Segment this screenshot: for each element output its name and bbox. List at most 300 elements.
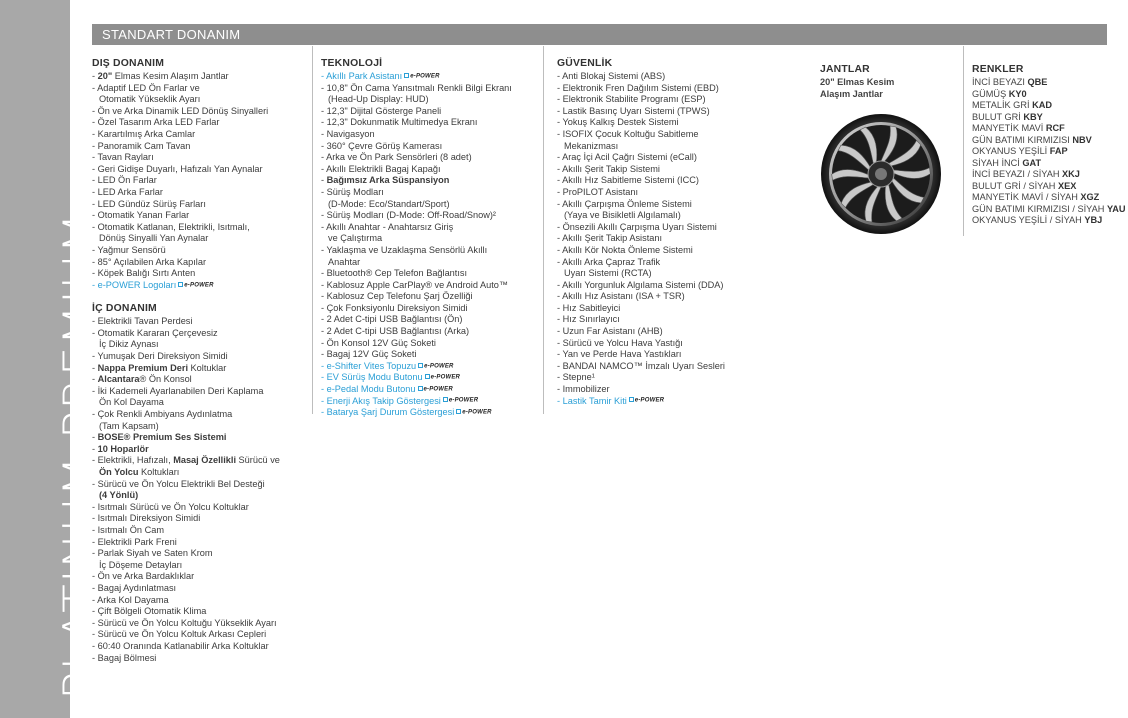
list-item bbox=[92, 152, 308, 164]
item-text: (Tam Kapsam) bbox=[99, 420, 159, 431]
item-text: (Head-Up Display: HUD) bbox=[328, 94, 429, 105]
item-text: ve Çalıştırma bbox=[328, 233, 383, 244]
list-item bbox=[92, 106, 308, 118]
item-text: Otomatik Yükseklik Ayarı bbox=[99, 94, 201, 105]
item-emphasis: (4 Yönlü) bbox=[99, 490, 139, 501]
list-item bbox=[321, 152, 539, 164]
item-text: Akıllı Şerit Takip Asistanı bbox=[562, 233, 663, 244]
item-text: Bagaj Aydınlatması bbox=[97, 582, 177, 593]
list-item bbox=[321, 164, 539, 176]
item-emphasis: Masaj Özellikli bbox=[173, 455, 236, 466]
item-text: Ön ve Arka Bardaklıklar bbox=[97, 571, 195, 582]
epower-square-icon bbox=[629, 397, 634, 402]
color-option bbox=[972, 192, 1126, 204]
alloy-wheel-icon bbox=[820, 113, 942, 235]
item-text: Elektrikli Park Freni bbox=[97, 536, 177, 547]
item-text: e-Shifter Vites Topuzu bbox=[326, 360, 417, 371]
epower-badge bbox=[456, 409, 491, 417]
list-item bbox=[92, 268, 308, 280]
list-item bbox=[321, 175, 539, 187]
epower-badge bbox=[443, 397, 478, 405]
list-item bbox=[557, 187, 757, 199]
list-item bbox=[92, 83, 308, 95]
column-exterior-interior bbox=[92, 58, 308, 664]
item-text: Akıllı Yorgunluk Algılama Sistemi (DDA) bbox=[562, 279, 724, 290]
color-name: SİYAH İNCİ bbox=[972, 157, 1020, 168]
item-text: Isıtmalı Ön Cam bbox=[97, 524, 164, 535]
list-item bbox=[557, 268, 757, 280]
list-item bbox=[92, 548, 308, 560]
color-option bbox=[972, 169, 1126, 181]
color-code: QBE bbox=[1027, 77, 1048, 87]
safety-list bbox=[557, 71, 757, 407]
list-item bbox=[321, 280, 539, 292]
list-item bbox=[92, 233, 308, 245]
item-text: EV Sürüş Modu Butonu bbox=[326, 372, 423, 383]
technology-section-title: TEKNOLOJİ bbox=[321, 58, 383, 69]
item-text: Elektrikli, Hafızalı, bbox=[97, 455, 174, 466]
epower-square-icon bbox=[178, 282, 183, 287]
item-text: Geri Gidişe Duyarlı, Hafızalı Yan Aynalar bbox=[97, 163, 263, 174]
item-text: Sürüş Modları (D-Mode: Off-Road/Snow)² bbox=[326, 210, 496, 221]
list-item bbox=[557, 141, 757, 153]
epower-badge-label: e-POWER bbox=[423, 386, 453, 393]
item-text: Immobilizer bbox=[562, 384, 610, 395]
item-text: Otomatik Katlanan, Elektrikli, Isıtmalı, bbox=[97, 221, 250, 232]
item-text: Çok Fonksiyonlu Direksiyon Simidi bbox=[326, 302, 468, 313]
list-item bbox=[92, 560, 308, 572]
list-item bbox=[557, 175, 757, 187]
item-text: Akıllı Çarpışma Önleme Sistemi bbox=[562, 198, 692, 209]
item-text: Otomatik Kararan Çerçevesiz bbox=[97, 327, 218, 338]
item-text: Elektronik Stabilite Programı (ESP) bbox=[562, 94, 706, 105]
list-item bbox=[321, 338, 539, 350]
item-text: Koltukları bbox=[138, 467, 180, 477]
item-text: 12,3" Dijital Gösterge Paneli bbox=[326, 105, 442, 116]
technology-list bbox=[321, 71, 539, 419]
list-item bbox=[557, 164, 757, 176]
epower-badge-label: e-POWER bbox=[462, 409, 492, 416]
item-text: Navigasyon bbox=[326, 128, 375, 139]
item-text: Arka Kol Dayama bbox=[97, 594, 169, 605]
item-text: Akıllı Şerit Takip Sistemi bbox=[562, 163, 660, 174]
item-text: Lastik Basınç Uyarı Sistemi (TPWS) bbox=[562, 105, 710, 116]
interior-section-title: İÇ DONANIM bbox=[92, 303, 157, 315]
item-text: 2 Adet C-tipi USB Bağlantısı (Ön) bbox=[326, 314, 463, 325]
list-item bbox=[321, 349, 539, 361]
item-text: Çok Renkli Ambiyans Aydınlatma bbox=[97, 409, 233, 420]
item-text: Akıllı Elektrikli Bagaj Kapağı bbox=[326, 163, 441, 174]
list-item bbox=[321, 396, 539, 408]
list-item bbox=[92, 513, 308, 525]
item-text: Enerji Akış Takip Göstergesi bbox=[326, 395, 441, 406]
item-text: Akıllı Arka Çapraz Trafik bbox=[562, 256, 661, 267]
item-text: Uzun Far Asistanı (AHB) bbox=[562, 326, 663, 337]
list-item bbox=[92, 525, 308, 537]
epower-badge-label: e-POWER bbox=[410, 73, 440, 80]
color-name: İNCİ BEYAZI / SİYAH bbox=[972, 169, 1060, 179]
item-text: (Yaya ve Bisikletli Algılamalı) bbox=[564, 210, 681, 221]
list-item bbox=[557, 83, 757, 95]
list-item bbox=[321, 83, 539, 95]
item-text: Yağmur Sensörü bbox=[97, 244, 166, 255]
list-item bbox=[321, 210, 539, 222]
list-item bbox=[92, 629, 308, 641]
wheel-label: 20" Elmas Kesim bbox=[820, 77, 895, 87]
item-text: Adaptif LED Ön Farlar ve bbox=[97, 82, 200, 93]
item-text: Hız Sınırlayıcı bbox=[562, 314, 620, 325]
color-name: OKYANUS YEŞİLİ / SİYAH bbox=[972, 215, 1082, 225]
item-emphasis: Ön Yolcu bbox=[99, 467, 139, 477]
list-item bbox=[92, 432, 308, 444]
wheels-section-title: JANTLAR bbox=[820, 64, 870, 75]
item-text: Anti Blokaj Sistemi (ABS) bbox=[562, 71, 666, 81]
list-item bbox=[321, 94, 539, 106]
color-option bbox=[972, 89, 1126, 101]
list-item bbox=[557, 291, 757, 303]
list-item bbox=[557, 338, 757, 350]
item-text: LED Gündüz Sürüş Farları bbox=[97, 198, 206, 209]
item-text: Otomatik Yanan Farlar bbox=[97, 210, 190, 221]
list-item bbox=[557, 71, 757, 83]
epower-badge-label: e-POWER bbox=[448, 397, 479, 404]
epower-square-icon bbox=[404, 73, 409, 78]
list-item bbox=[92, 618, 308, 630]
list-item bbox=[557, 326, 757, 338]
list-item bbox=[92, 595, 308, 607]
item-text: Yokuş Kalkış Destek Sistemi bbox=[562, 117, 679, 128]
list-item bbox=[557, 152, 757, 164]
color-code: XGZ bbox=[1080, 192, 1100, 202]
item-text: Sürücü ve Ön Yolcu Koltuk Arkası Cepleri bbox=[97, 629, 267, 640]
list-item bbox=[557, 384, 757, 396]
list-item bbox=[92, 339, 308, 351]
epower-badge-label: e-POWER bbox=[634, 397, 665, 404]
item-text: Parlak Siyah ve Saten Krom bbox=[97, 548, 213, 559]
list-item bbox=[321, 233, 539, 245]
list-item bbox=[557, 94, 757, 106]
column-safety bbox=[557, 58, 757, 407]
list-item bbox=[92, 257, 308, 269]
column-divider bbox=[543, 46, 544, 414]
item-text: 60:40 Oranında Katlanabilir Arka Koltuklar bbox=[97, 640, 269, 651]
section-header-title: STANDART DONANIM bbox=[102, 27, 241, 42]
item-text: Tavan Rayları bbox=[97, 152, 154, 163]
colors-list bbox=[972, 77, 1126, 227]
item-text: İç Dikiz Aynası bbox=[99, 339, 159, 350]
epower-badge bbox=[178, 282, 213, 290]
list-item bbox=[92, 571, 308, 583]
item-text: ProPILOT Asistanı bbox=[562, 186, 639, 197]
item-text: Kablosuz Cep Telefonu Şarj Özelliği bbox=[326, 291, 473, 302]
item-text: Panoramik Cam Tavan bbox=[97, 140, 191, 151]
list-item bbox=[321, 268, 539, 280]
item-text: Köpek Balığı Sırtı Anten bbox=[97, 268, 196, 279]
epower-badge bbox=[404, 73, 439, 81]
item-text: Sürüş Modları bbox=[326, 186, 384, 197]
item-text: 360° Çevre Görüş Kamerası bbox=[326, 140, 443, 151]
list-item bbox=[321, 372, 539, 384]
list-item bbox=[92, 409, 308, 421]
list-item bbox=[92, 537, 308, 549]
list-item bbox=[92, 455, 308, 467]
color-option bbox=[972, 123, 1126, 135]
list-item bbox=[92, 444, 308, 456]
list-item bbox=[92, 490, 308, 502]
interior-list bbox=[92, 316, 308, 664]
list-item bbox=[321, 291, 539, 303]
list-item bbox=[92, 502, 308, 514]
color-option bbox=[972, 100, 1126, 112]
list-item bbox=[92, 71, 308, 83]
list-item bbox=[92, 421, 308, 433]
column-divider bbox=[312, 46, 313, 414]
list-item bbox=[321, 245, 539, 257]
list-item bbox=[557, 210, 757, 222]
list-item bbox=[321, 199, 539, 211]
list-item bbox=[92, 94, 308, 106]
column-technology bbox=[321, 58, 539, 419]
header-bar bbox=[92, 24, 1107, 45]
color-code: XEX bbox=[1057, 180, 1077, 191]
list-item bbox=[92, 210, 308, 222]
item-text: Stepne¹ bbox=[562, 372, 595, 383]
color-code: YBJ bbox=[1084, 215, 1103, 225]
list-item bbox=[557, 396, 757, 408]
epower-square-icon bbox=[425, 374, 430, 379]
list-item bbox=[321, 303, 539, 315]
item-emphasis: 20" bbox=[97, 71, 113, 81]
item-text: 2 Adet C-tipi USB Bağlantısı (Arka) bbox=[326, 326, 470, 337]
list-item bbox=[557, 222, 757, 234]
list-item bbox=[321, 361, 539, 373]
list-item bbox=[321, 222, 539, 234]
color-code: FAP bbox=[1049, 146, 1068, 156]
wheel-label: Alaşım Jantlar bbox=[820, 88, 883, 99]
column-divider bbox=[963, 46, 964, 236]
list-item bbox=[92, 583, 308, 595]
list-item bbox=[557, 361, 757, 373]
item-text: Sürücü ve Ön Yolcu Koltuğu Yükseklik Ayarı bbox=[97, 617, 277, 628]
epower-square-icon bbox=[443, 397, 448, 402]
colors-block bbox=[972, 64, 1126, 227]
item-text: ISOFIX Çocuk Koltuğu Sabitleme bbox=[562, 128, 699, 139]
list-item bbox=[92, 363, 308, 375]
color-code: KY0 bbox=[1008, 88, 1027, 99]
color-option bbox=[972, 77, 1126, 89]
list-item bbox=[557, 303, 757, 315]
list-item bbox=[557, 117, 757, 129]
list-item bbox=[557, 372, 757, 384]
item-text: Batarya Şarj Durum Göstergesi bbox=[326, 407, 455, 418]
list-item bbox=[92, 199, 308, 211]
epower-badge bbox=[425, 374, 460, 382]
list-item bbox=[557, 245, 757, 257]
item-text: LED Arka Farlar bbox=[97, 186, 163, 197]
item-text: 12,3" Dokunmatik Multimedya Ekranı bbox=[326, 117, 478, 128]
wheels-block bbox=[820, 64, 940, 100]
epower-square-icon bbox=[418, 363, 423, 368]
color-name: MANYETİK MAVİ bbox=[972, 123, 1044, 133]
list-item bbox=[321, 407, 539, 419]
color-code: GAT bbox=[1022, 157, 1042, 168]
colors-section-title: RENKLER bbox=[972, 64, 1024, 75]
item-text: Yaklaşma ve Uzaklaşma Sensörlü Akıllı bbox=[326, 244, 488, 255]
epower-badge-label: e-POWER bbox=[430, 374, 461, 381]
color-option bbox=[972, 158, 1126, 170]
list-item bbox=[321, 257, 539, 269]
list-item bbox=[92, 316, 308, 328]
color-name: BULUT GRİ / SİYAH bbox=[972, 180, 1056, 191]
epower-square-icon bbox=[456, 409, 461, 414]
item-text: Akıllı Park Asistanı bbox=[326, 71, 403, 81]
epower-badge-label: e-POWER bbox=[184, 282, 214, 288]
color-option bbox=[972, 135, 1126, 147]
model-title: PLATINUM PREMIUM bbox=[54, 212, 109, 700]
item-text: ® Ön Konsol bbox=[139, 374, 192, 385]
item-text: İç Döşeme Detayları bbox=[99, 559, 183, 570]
item-emphasis: Nappa Premium Deri bbox=[97, 362, 188, 373]
item-text: Isıtmalı Sürücü ve Ön Yolcu Koltuklar bbox=[97, 501, 249, 512]
item-text: (D-Mode: Eco/Standart/Sport) bbox=[328, 198, 450, 209]
list-item bbox=[321, 106, 539, 118]
list-item bbox=[321, 71, 539, 83]
safety-section-title: GÜVENLİK bbox=[557, 58, 613, 69]
color-name: İNCİ BEYAZI bbox=[972, 77, 1025, 87]
list-item bbox=[321, 129, 539, 141]
color-code: NBV bbox=[1072, 134, 1092, 145]
item-text: Akıllı Anahtar - Anahtarsız Giriş bbox=[326, 221, 454, 232]
exterior-list bbox=[92, 71, 308, 291]
epower-badge-label: e-POWER bbox=[424, 363, 454, 370]
list-item bbox=[92, 386, 308, 398]
list-item bbox=[92, 479, 308, 491]
list-item bbox=[92, 397, 308, 409]
item-text: Çift Bölgeli Otomatik Klima bbox=[97, 606, 207, 617]
item-text: BANDAI NAMCO™ İmzalı Uyarı Sesleri bbox=[562, 360, 725, 371]
item-text: Araç İçi Acil Çağrı Sistemi (eCall) bbox=[562, 152, 697, 163]
color-name: GÜMÜŞ bbox=[972, 88, 1007, 99]
list-item bbox=[557, 314, 757, 326]
item-text: Elmas Kesim Alaşım Jantlar bbox=[112, 71, 229, 81]
color-code: KBY bbox=[1023, 111, 1043, 122]
item-text: 10,8" Ön Cama Yansıtmalı Renkli Bilgi Ekranı bbox=[326, 82, 512, 93]
item-text: Ön Konsol 12V Güç Soketi bbox=[326, 337, 436, 348]
item-text: Isıtmalı Direksiyon Simidi bbox=[97, 513, 201, 524]
color-code: KAD bbox=[1032, 100, 1052, 110]
color-option bbox=[972, 112, 1126, 124]
list-item bbox=[92, 129, 308, 141]
item-text: 85° Açılabilen Arka Kapılar bbox=[97, 256, 206, 267]
list-item bbox=[321, 384, 539, 396]
list-item bbox=[321, 117, 539, 129]
color-name: BULUT GRİ bbox=[972, 111, 1021, 122]
list-item bbox=[92, 653, 308, 665]
list-item bbox=[92, 117, 308, 129]
item-emphasis: BOSE® Premium Ses Sistemi bbox=[97, 432, 227, 443]
item-text: e-Pedal Modu Butonu bbox=[326, 384, 416, 395]
item-text: Bagaj 12V Güç Soketi bbox=[326, 349, 417, 360]
color-option bbox=[972, 204, 1126, 216]
epower-square-icon bbox=[418, 386, 423, 391]
list-item bbox=[92, 175, 308, 187]
item-text: e-POWER Logoları bbox=[97, 279, 177, 290]
item-text: Hız Sabitleyici bbox=[562, 302, 621, 313]
item-text: Akıllı Hız Asistanı (ISA + TSR) bbox=[562, 291, 685, 302]
list-item bbox=[557, 257, 757, 269]
color-name: GÜN BATIMI KIRMIZISI bbox=[972, 134, 1070, 145]
color-name: OKYANUS YEŞİLİ bbox=[972, 146, 1048, 156]
list-item bbox=[321, 141, 539, 153]
list-item bbox=[557, 349, 757, 361]
list-item bbox=[92, 467, 308, 479]
color-option bbox=[972, 215, 1126, 227]
epower-badge bbox=[418, 363, 453, 371]
item-emphasis: 10 Hoparlör bbox=[97, 443, 149, 454]
item-text: Önsezili Akıllı Çarpışma Uyarı Sistemi bbox=[562, 221, 717, 232]
item-text: Ön ve Arka Dinamik LED Dönüş Sinyalleri bbox=[97, 105, 269, 116]
list-item bbox=[557, 106, 757, 118]
list-item bbox=[557, 233, 757, 245]
list-item bbox=[92, 374, 308, 386]
item-text: Anahtar bbox=[328, 256, 361, 267]
item-text: Akıllı Kör Nokta Önleme Sistemi bbox=[562, 244, 693, 255]
item-text: Bagaj Bölmesi bbox=[97, 652, 157, 663]
item-text: Uyarı Sistemi (RCTA) bbox=[564, 268, 652, 279]
item-text: Arka ve Ön Park Sensörleri (8 adet) bbox=[326, 152, 472, 163]
color-option bbox=[972, 146, 1126, 158]
item-text: İki Kademeli Ayarlanabilen Deri Kaplama bbox=[97, 385, 264, 396]
exterior-section-title: DIŞ DONANIM bbox=[92, 58, 165, 69]
item-text: Sürücü ve Ön Yolcu Elektrikli Bel Desteği bbox=[97, 478, 265, 489]
list-item bbox=[321, 187, 539, 199]
item-text: Ön Kol Dayama bbox=[99, 397, 164, 408]
list-item bbox=[92, 164, 308, 176]
color-code: YAU bbox=[1106, 203, 1126, 214]
item-text: Karartılmış Arka Camlar bbox=[97, 128, 196, 139]
item-text: Koltuklar bbox=[188, 362, 227, 373]
item-text: Yumuşak Deri Direksiyon Simidi bbox=[97, 351, 228, 362]
list-item bbox=[321, 314, 539, 326]
item-emphasis: Bağımsız Arka Süspansiyon bbox=[326, 175, 450, 186]
list-item bbox=[92, 222, 308, 234]
list-item bbox=[557, 199, 757, 211]
item-text: Özel Tasarım Arka LED Farlar bbox=[97, 117, 220, 128]
color-option bbox=[972, 181, 1126, 193]
color-name: METALİK GRİ bbox=[972, 100, 1030, 110]
item-text: Yan ve Perde Hava Yastıkları bbox=[562, 349, 682, 360]
epower-badge bbox=[629, 397, 664, 405]
color-code: RCF bbox=[1045, 123, 1065, 133]
list-item bbox=[92, 141, 308, 153]
list-item bbox=[92, 328, 308, 340]
item-emphasis: Alcantara bbox=[97, 374, 140, 385]
list-item bbox=[92, 351, 308, 363]
list-item bbox=[92, 606, 308, 618]
list-item bbox=[557, 280, 757, 292]
item-text: Elektronik Fren Dağılım Sistemi (EBD) bbox=[562, 82, 719, 93]
list-item bbox=[321, 326, 539, 338]
color-name: MANYETİK MAVİ / SİYAH bbox=[972, 192, 1078, 202]
item-text: Kablosuz Apple CarPlay® ve Android Auto™ bbox=[326, 279, 509, 290]
list-item bbox=[92, 187, 308, 199]
item-text: Dönüş Sinyalli Yan Aynalar bbox=[99, 233, 209, 244]
color-name: GÜN BATIMI KIRMIZISI / SİYAH bbox=[972, 203, 1105, 214]
item-text: Lastik Tamir Kiti bbox=[562, 395, 627, 406]
list-item bbox=[92, 641, 308, 653]
item-text: Mekanizması bbox=[564, 140, 619, 151]
list-item bbox=[557, 129, 757, 141]
